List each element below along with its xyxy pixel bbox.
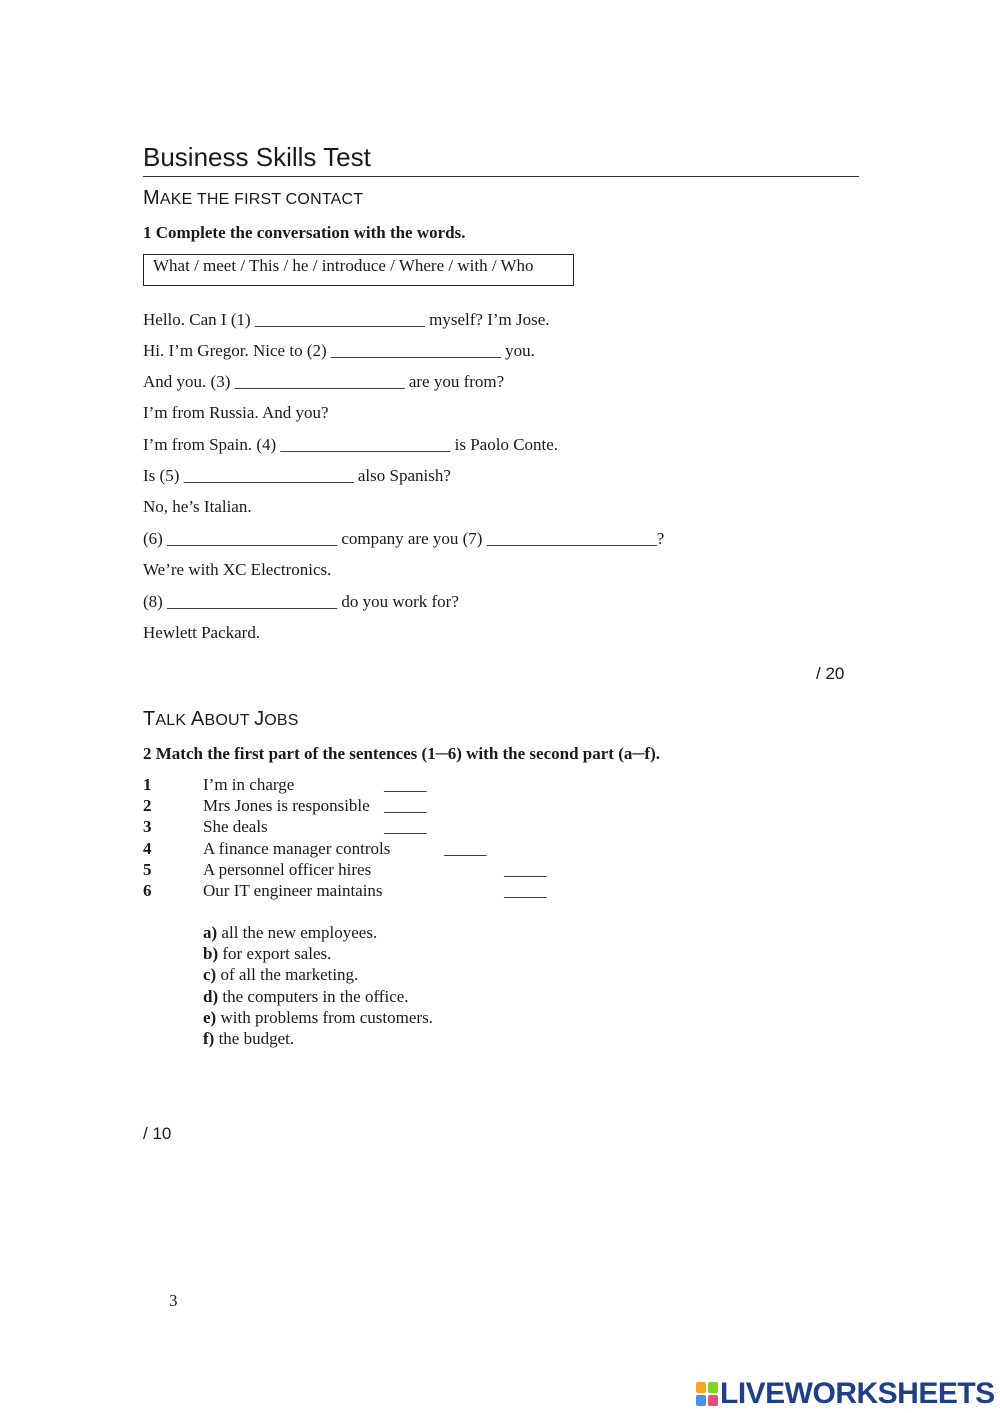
section1-instruction: 1 Complete the conversation with the words. [143,223,466,242]
option-letter: a) [203,923,218,942]
dialogue-line: We’re with XC Electronics. [143,560,332,579]
match-item-text: I’m in charge [203,775,295,794]
logo-square [696,1382,706,1393]
document-title: Business Skills Test [143,142,371,172]
match-item-text: She deals [203,817,268,836]
match-item-number: 2 [143,796,152,815]
match-item-number: 4 [143,839,152,858]
page-number: 3 [169,1291,178,1310]
option-letter: d) [203,987,219,1006]
section2-heading-part: T [143,708,156,730]
match-item-text: Mrs Jones is responsible [203,796,370,815]
match-item-number: 3 [143,817,152,836]
match-option [203,1029,294,1049]
liveworksheets-logo [696,1378,995,1410]
match-option [203,987,409,1007]
dialogue-line: No, he’s Italian. [143,497,252,516]
match-answer-blank[interactable]: _____ [384,775,427,794]
dialogue-line: I’m from Spain. (4) ____________________ is Paolo Conte. [143,435,559,454]
match-answer-blank[interactable]: _____ [444,839,487,858]
section2-heading-part: A [190,708,205,730]
dialogue-line: And you. (3) ____________________ are you from? [143,372,505,391]
option-text: of all the marketing. [216,965,359,984]
section1-heading [143,187,363,210]
section2-score: / 10 [143,1124,172,1143]
match-answer-blank[interactable]: _____ [384,796,427,815]
logo-mark-icon [696,1382,718,1406]
section1-score: / 20 [816,664,845,683]
option-text: the budget. [214,1029,295,1048]
option-letter: b) [203,944,219,963]
logo-wordmark: LIVEWORKSHEETS [720,1377,995,1410]
section2-heading-part: J [254,708,265,730]
dialogue-line: Hewlett Packard. [143,623,261,642]
match-option [203,944,331,964]
match-item-number: 5 [143,860,152,879]
dialogue-line: (6) ____________________ company are you (7) ____________________? [143,529,665,548]
match-item-text: A finance manager controls [203,839,391,858]
match-item-number: 1 [143,775,152,794]
section1-heading-initial: M [143,187,160,209]
option-text: with problems from customers. [216,1008,433,1027]
section2-heading-part: ALK [155,712,191,729]
match-answer-blank[interactable]: _____ [384,817,427,836]
word-box [143,254,574,286]
section2-heading-part: BOUT [204,712,255,729]
logo-square [696,1395,706,1406]
dialogue-line: I’m from Russia. And you? [143,403,329,422]
match-option [203,923,377,943]
dialogue-line: (8) ____________________ do you work for? [143,592,459,611]
title-divider [143,176,859,177]
match-item-text: A personnel officer hires [203,860,372,879]
option-text: for export sales. [218,944,332,963]
option-text: the computers in the office. [218,987,409,1006]
match-option [203,965,358,985]
dialogue-line: Is (5) ____________________ also Spanish? [143,466,451,485]
dialogue-line: Hello. Can I (1) ____________________ myself? I’m Jose. [143,310,550,329]
word-box-text: What / meet / This / he / introduce / Where / with / Who [153,256,534,275]
match-answer-blank[interactable]: _____ [504,860,547,879]
option-text: all the new employees. [217,923,378,942]
dialogue-line: Hi. I’m Gregor. Nice to (2) ____________________ you. [143,341,535,360]
logo-square [708,1395,718,1406]
option-letter: e) [203,1008,217,1027]
match-item-number: 6 [143,881,152,900]
match-option [203,1008,433,1028]
match-answer-blank[interactable]: _____ [504,881,547,900]
logo-square [708,1382,718,1393]
match-item-text: Our IT engineer maintains [203,881,383,900]
option-letter: f) [203,1029,215,1048]
section2-instruction: 2 Match the first part of the sentences (1─6) with the second part (a─f). [143,744,660,763]
option-letter: c) [203,965,217,984]
section2-heading [143,708,299,731]
section1-heading-rest: AKE THE FIRST CONTACT [159,191,364,208]
section2-heading-part: OBS [264,712,299,729]
